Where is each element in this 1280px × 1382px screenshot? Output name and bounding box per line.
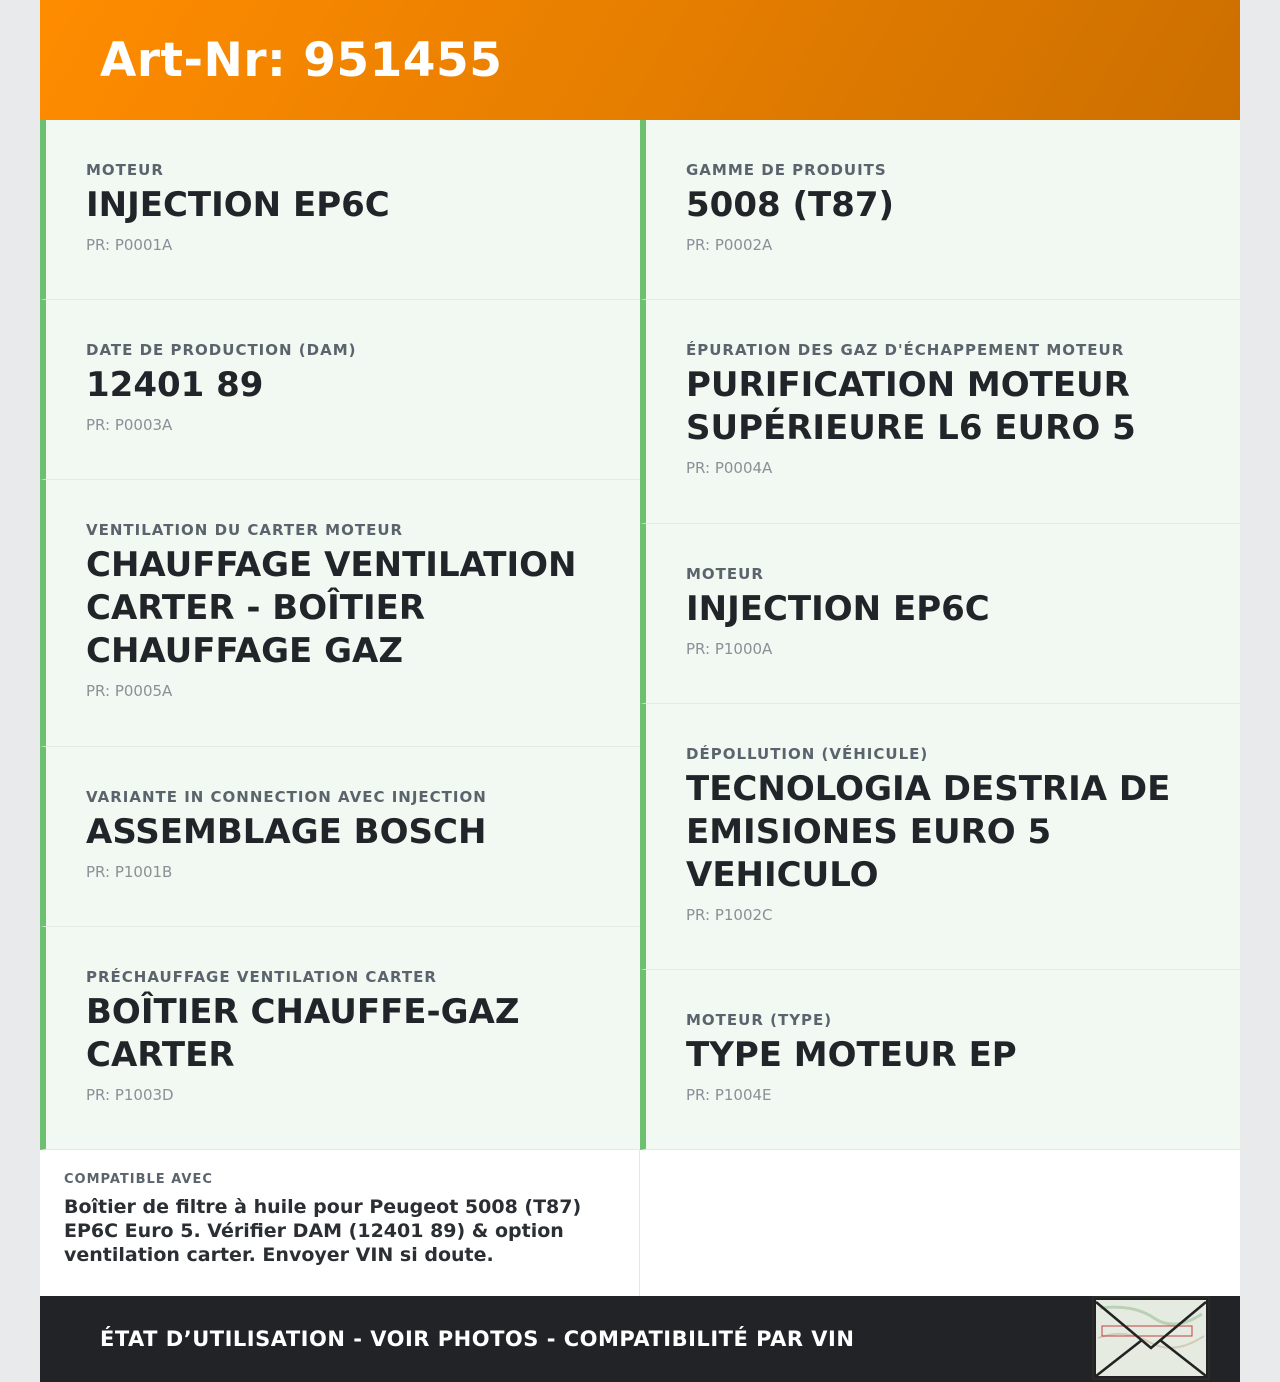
spec-value: CHAUFFAGE VENTILATION CARTER - BOÎTIER CHAUFFAGE GAZ <box>86 545 577 671</box>
footer-bar <box>40 1296 1240 1382</box>
spec-value: ASSEMBLAGE BOSCH <box>86 812 487 852</box>
spec-cell <box>640 970 1240 1150</box>
spec-value: TECNOLOGIA DESTRIA DE EMISIONES EURO 5 VEHICULO <box>686 769 1171 895</box>
footer-text: ÉTAT D’UTILISATION - VOIR PHOTOS - COMPATIBILITÉ PAR VIN <box>100 1327 855 1351</box>
spec-cell <box>40 120 640 300</box>
spec-cell <box>40 927 640 1150</box>
spec-label: PRÉCHAUFFAGE VENTILATION CARTER <box>86 968 437 986</box>
spec-value: TYPE MOTEUR EP <box>686 1035 1017 1075</box>
spec-cell <box>640 300 1240 524</box>
spec-label: ÉPURATION DES GAZ D'ÉCHAPPEMENT MOTEUR <box>686 341 1125 359</box>
spec-pr-code: PR: P1003D <box>86 1086 174 1104</box>
spec-column-left <box>40 120 640 1150</box>
spec-value: 12401 89 <box>86 365 264 405</box>
spec-value: 5008 (T87) <box>686 185 895 225</box>
spec-pr-code: PR: P1002C <box>686 906 773 924</box>
spec-value: INJECTION EP6C <box>86 185 390 225</box>
empty-cell <box>640 1150 1240 1296</box>
spec-label: DATE DE PRODUCTION (DAM) <box>86 341 357 359</box>
compatibility-box <box>40 1150 640 1296</box>
product-sheet <box>40 0 1240 1382</box>
envelope-stamp-icon <box>1092 1296 1210 1380</box>
spec-cell <box>640 524 1240 704</box>
spec-value: PURIFICATION MOTEUR SUPÉRIEURE L6 EURO 5 <box>686 365 1136 448</box>
spec-pr-code: PR: P1000A <box>686 640 773 658</box>
spec-cell <box>40 747 640 927</box>
spec-pr-code: PR: P1001B <box>86 863 173 881</box>
spec-pr-code: PR: P0002A <box>686 236 773 254</box>
spec-label: MOTEUR <box>686 565 764 583</box>
spec-column-right <box>640 120 1240 1150</box>
compatibility-row <box>40 1150 1240 1296</box>
envelope-icon <box>1094 1298 1208 1378</box>
spec-label: VENTILATION DU CARTER MOTEUR <box>86 521 404 539</box>
spec-cell <box>40 300 640 480</box>
spec-label: VARIANTE IN CONNECTION AVEC INJECTION <box>86 788 487 806</box>
spec-pr-code: PR: P0003A <box>86 416 173 434</box>
compatibility-label: COMPATIBLE AVEC <box>64 1172 213 1187</box>
spec-value: BOÎTIER CHAUFFE-GAZ CARTER <box>86 992 520 1075</box>
spec-pr-code: PR: P0005A <box>86 682 173 700</box>
spec-label: MOTEUR <box>86 161 164 179</box>
spec-label: GAMME DE PRODUITS <box>686 161 887 179</box>
spec-label: MOTEUR (TYPE) <box>686 1011 833 1029</box>
spec-grid <box>40 120 1240 1150</box>
spec-cell <box>640 704 1240 970</box>
spec-label: DÉPOLLUTION (VÉHICULE) <box>686 745 929 763</box>
header-bar <box>40 0 1240 120</box>
article-number-title: Art-Nr: 951455 <box>100 32 503 88</box>
spec-cell <box>40 480 640 747</box>
spec-pr-code: PR: P0004A <box>686 459 773 477</box>
spec-pr-code: PR: P1004E <box>686 1086 772 1104</box>
compatibility-text: Boîtier de filtre à huile pour Peugeot 5008 (T87) EP6C Euro 5. Vérifier DAM (12401 89) & option ventilation carter. Envoyer VIN si doute. <box>64 1196 582 1266</box>
spec-pr-code: PR: P0001A <box>86 236 173 254</box>
spec-cell <box>640 120 1240 300</box>
spec-value: INJECTION EP6C <box>686 589 990 629</box>
